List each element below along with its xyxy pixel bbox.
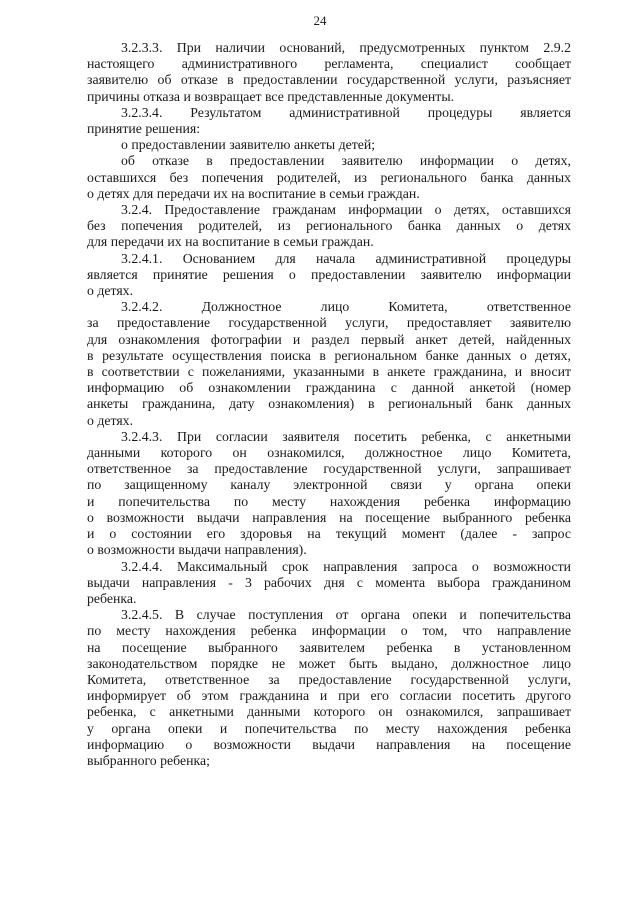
page-number: 24	[313, 13, 327, 28]
paragraph-p-3-2-4-4	[87, 559, 571, 608]
text-line: причины отказа и возвращает все представленные документы.	[87, 88, 455, 104]
text-line: о возможности выдачи направления на посещение выбранного ребенка	[87, 509, 571, 525]
text-line: 3.2.3.3. При наличии оснований, предусмотренных пунктом 2.9.2	[121, 40, 571, 55]
text-line: 3.2.4.2. Должностное лицо Комитета, ответственное	[121, 299, 571, 315]
text-line: 3.2.4.1. Основанием для начала административной процедуры	[121, 250, 571, 266]
text-line: принятие решения:	[87, 121, 201, 137]
text-line: анкеты гражданина, дату ознакомления) в региональный банк данных	[87, 396, 571, 412]
text-line: заявителю об отказе в предоставлении государственной услуги, разъясняет	[87, 72, 571, 88]
text-line: является принятие решения о предоставлении заявителю информации	[87, 266, 571, 282]
text-line: 3.2.4.5. В случае поступления от органа опеки и попечительства	[121, 607, 571, 623]
text-line: о детях для передачи их на воспитание в семьи граждан.	[87, 185, 420, 201]
text-line: 3.2.4.3. При согласии заявителя посетить ребенка, с анкетными	[121, 428, 571, 444]
text-line: для передачи их на воспитание в семьи граждан.	[87, 234, 374, 250]
text-line: ребенка, с анкетными данными которого он ознакомился, запрашивает	[87, 704, 571, 720]
text-line: об отказе в предоставлении заявителю информации о детях,	[121, 153, 571, 169]
text-line: законодательством порядке не может быть выдано, должностное лицо	[87, 655, 571, 671]
document-body	[87, 40, 571, 769]
text-line: данными которого он ознакомился, должностное лицо Комитета,	[87, 445, 571, 461]
text-line: на посещение выбранного заявителем ребенка в установленном	[87, 639, 571, 655]
text-line: ребенка.	[87, 590, 137, 606]
text-line: по месту нахождения ребенка информации о том, что направление	[87, 623, 571, 639]
text-line: оставшихся без попечения родителей, из регионального банка данных	[87, 169, 571, 185]
paragraph-p-3-2-4-3	[87, 429, 571, 559]
paragraph-p-3-2-3-3	[87, 40, 571, 105]
text-line: выдачи направления - 3 рабочих дня с момента выбора гражданином	[87, 574, 571, 590]
text-line: выбранного ребенка;	[87, 752, 210, 768]
paragraph-p-decision-1	[87, 137, 571, 153]
text-line: за предоставление государственной услуги, предоставляет заявителю	[87, 315, 571, 331]
text-line: и о состоянии его здоровья на текущий момент (далее - запрос	[87, 526, 571, 542]
text-line: 3.2.4. Предоставление гражданам информации о детях, оставшихся	[121, 202, 571, 218]
paragraph-p-3-2-3-4	[87, 105, 571, 137]
text-line: по защищенному каналу электронной связи у органа опеки	[87, 477, 571, 493]
text-line: 3.2.4.4. Максимальный срок направления запроса о возможности	[121, 558, 571, 574]
text-line: в соответствии с пожеланиями, указанными в анкете гражданина, и вносит	[87, 364, 571, 380]
text-line: информирует об этом гражданина и при его согласии посетить другого	[87, 688, 571, 704]
text-line: 3.2.3.4. Результатом административной процедуры является	[121, 104, 571, 120]
text-line: информацию об ознакомлении гражданина с данной анкетой (номер	[87, 380, 571, 396]
text-line: о детях.	[87, 412, 134, 428]
text-line: в результате осуществления поиска в региональном банке данных о детях,	[87, 347, 571, 363]
text-line: ответственное за предоставление государственной услуги, запрашивает	[87, 461, 571, 477]
text-line: для ознакомления фотографии и раздел первый анкет детей, найденных	[87, 331, 571, 347]
text-line: и попечительства по месту нахождения ребенка информацию	[87, 493, 571, 509]
text-line: Комитета, ответственное за предоставление государственной услуги,	[87, 671, 571, 687]
paragraph-p-3-2-4-2	[87, 299, 571, 429]
text-line: настоящего административного регламента, специалист сообщает	[87, 56, 571, 72]
paragraph-p-decision-2	[87, 153, 571, 202]
paragraph-p-3-2-4	[87, 202, 571, 251]
paragraph-p-3-2-4-5	[87, 607, 571, 769]
text-line: у органа опеки и попечительства по месту нахождения ребенка	[87, 720, 571, 736]
text-line: о возможности выдачи направления).	[87, 542, 307, 558]
text-line: информацию о возможности выдачи направления на посещение	[87, 736, 571, 752]
text-line: о предоставлении заявителю анкеты детей;	[121, 137, 376, 153]
paragraph-p-3-2-4-1	[87, 251, 571, 300]
text-line: без попечения родителей, из регионального банка данных о детях	[87, 218, 571, 234]
text-line: о детях.	[87, 283, 134, 299]
